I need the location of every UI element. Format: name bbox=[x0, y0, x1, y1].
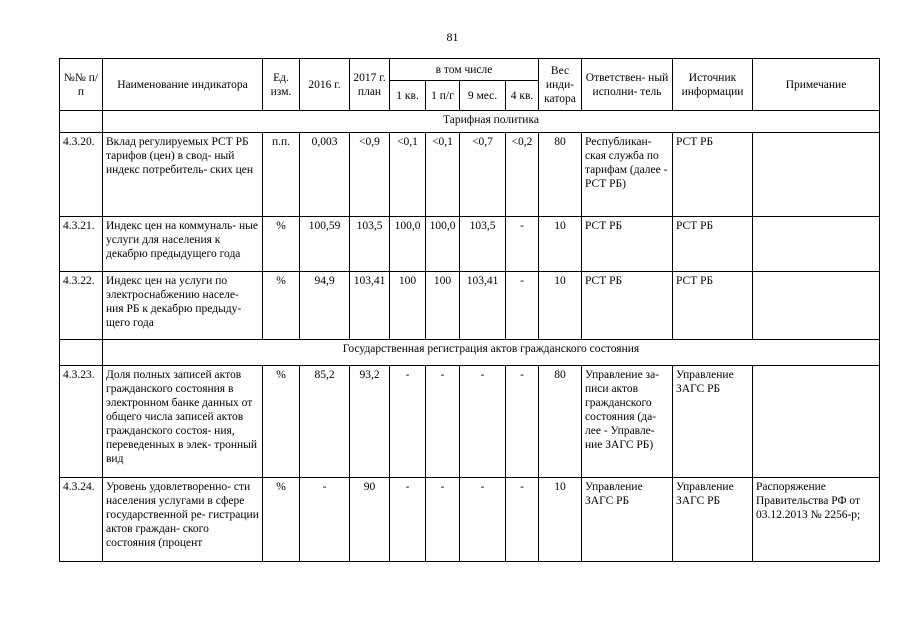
row-unit: п.п. bbox=[263, 133, 300, 217]
table-row bbox=[60, 478, 880, 562]
section-title: Государственная регистрация актов гражданского состояния bbox=[103, 340, 880, 366]
row-weight: 80 bbox=[539, 366, 582, 478]
row-weight: 10 bbox=[539, 478, 582, 562]
row-responsible: Управление за- писи актов гражданского состояния (да- лее - Управле- ние ЗАГС РБ) bbox=[582, 366, 673, 478]
row-9m: - bbox=[460, 478, 506, 562]
table-row bbox=[60, 366, 880, 478]
row-2016: - bbox=[300, 478, 350, 562]
row-source: Управление ЗАГС РБ bbox=[673, 366, 753, 478]
header-weight: Вес инди- катора bbox=[539, 59, 582, 111]
row-q1: - bbox=[390, 478, 426, 562]
row-num: 4.3.20. bbox=[60, 133, 103, 217]
row-note bbox=[753, 366, 880, 478]
row-name: Вклад регулируемых РСТ РБ тарифов (цен) в свод- ный индекс потребитель- ских цен bbox=[103, 133, 263, 217]
row-responsible: РСТ РБ bbox=[582, 272, 673, 340]
row-responsible: РСТ РБ bbox=[582, 217, 673, 272]
row-weight: 80 bbox=[539, 133, 582, 217]
row-unit: % bbox=[263, 272, 300, 340]
section-empty-cell bbox=[60, 111, 103, 133]
row-note bbox=[753, 272, 880, 340]
row-q1: 100 bbox=[390, 272, 426, 340]
section-title: Тарифная политика bbox=[103, 111, 880, 133]
row-unit: % bbox=[263, 217, 300, 272]
header-including: в том числе bbox=[390, 59, 539, 81]
section-empty-cell bbox=[60, 340, 103, 366]
row-num: 4.3.23. bbox=[60, 366, 103, 478]
row-num: 4.3.21. bbox=[60, 217, 103, 272]
header-note: Примечание bbox=[753, 59, 880, 111]
row-9m: <0,7 bbox=[460, 133, 506, 217]
row-2016: 0,003 bbox=[300, 133, 350, 217]
row-name: Индекс цен на коммуналь- ные услуги для населения к декабрю предыдущего года bbox=[103, 217, 263, 272]
row-weight: 10 bbox=[539, 272, 582, 340]
header-9m: 9 мес. bbox=[460, 81, 506, 111]
table-row bbox=[60, 133, 880, 217]
row-num: 4.3.24. bbox=[60, 478, 103, 562]
row-source: РСТ РБ bbox=[673, 272, 753, 340]
row-9m: 103,5 bbox=[460, 217, 506, 272]
row-h1: - bbox=[426, 478, 460, 562]
row-responsible: Управление ЗАГС РБ bbox=[582, 478, 673, 562]
row-2016: 85,2 bbox=[300, 366, 350, 478]
row-q4: - bbox=[506, 217, 539, 272]
indicators-table bbox=[59, 58, 880, 562]
row-2017: 103,41 bbox=[350, 272, 390, 340]
row-q1: 100,0 bbox=[390, 217, 426, 272]
row-q1: <0,1 bbox=[390, 133, 426, 217]
row-q4: <0,2 bbox=[506, 133, 539, 217]
row-q1: - bbox=[390, 366, 426, 478]
row-note bbox=[753, 133, 880, 217]
header-source: Источник информации bbox=[673, 59, 753, 111]
header-2017: 2017 г. план bbox=[350, 59, 390, 111]
header-num: №№ п/п bbox=[60, 59, 103, 111]
row-name: Доля полных записей актов гражданского состояния в электронном банке данных от общего числа записей актов гражданского состоя- ния, переведенных в элек- тронный вид bbox=[103, 366, 263, 478]
row-h1: - bbox=[426, 366, 460, 478]
header-q1: 1 кв. bbox=[390, 81, 426, 111]
row-2017: 90 bbox=[350, 478, 390, 562]
row-name: Уровень удовлетворенно- сти населения услугами в сфере государственной ре- гистрации актов граждан- ского состояния (процент bbox=[103, 478, 263, 562]
row-source: Управление ЗАГС РБ bbox=[673, 478, 753, 562]
row-2016: 100,59 bbox=[300, 217, 350, 272]
row-source: РСТ РБ bbox=[673, 217, 753, 272]
row-responsible: Республикан- ская служба по тарифам (далее - РСТ РБ) bbox=[582, 133, 673, 217]
row-2017: 93,2 bbox=[350, 366, 390, 478]
row-2017: <0,9 bbox=[350, 133, 390, 217]
row-2017: 103,5 bbox=[350, 217, 390, 272]
row-h1: 100,0 bbox=[426, 217, 460, 272]
header-name: Наименование индикатора bbox=[103, 59, 263, 111]
row-source: РСТ РБ bbox=[673, 133, 753, 217]
row-2016: 94,9 bbox=[300, 272, 350, 340]
header-responsible: Ответствен- ный исполни- тель bbox=[582, 59, 673, 111]
row-q4: - bbox=[506, 366, 539, 478]
row-9m: - bbox=[460, 366, 506, 478]
header-unit: Ед. изм. bbox=[263, 59, 300, 111]
row-q4: - bbox=[506, 478, 539, 562]
table-row bbox=[60, 272, 880, 340]
header-2016: 2016 г. bbox=[300, 59, 350, 111]
row-unit: % bbox=[263, 366, 300, 478]
header-h1: 1 п/г bbox=[426, 81, 460, 111]
row-h1: 100 bbox=[426, 272, 460, 340]
header-q4: 4 кв. bbox=[506, 81, 539, 111]
row-q4: - bbox=[506, 272, 539, 340]
table-row bbox=[60, 217, 880, 272]
row-note: Распоряжение Правительства РФ от 03.12.2013 № 2256-р; bbox=[753, 478, 880, 562]
row-unit: % bbox=[263, 478, 300, 562]
row-num: 4.3.22. bbox=[60, 272, 103, 340]
row-note bbox=[753, 217, 880, 272]
page-number: 81 bbox=[446, 30, 459, 44]
row-name: Индекс цен на услуги по электроснабжению населе- ния РБ к декабрю предыду- щего года bbox=[103, 272, 263, 340]
row-9m: 103,41 bbox=[460, 272, 506, 340]
row-weight: 10 bbox=[539, 217, 582, 272]
row-h1: <0,1 bbox=[426, 133, 460, 217]
